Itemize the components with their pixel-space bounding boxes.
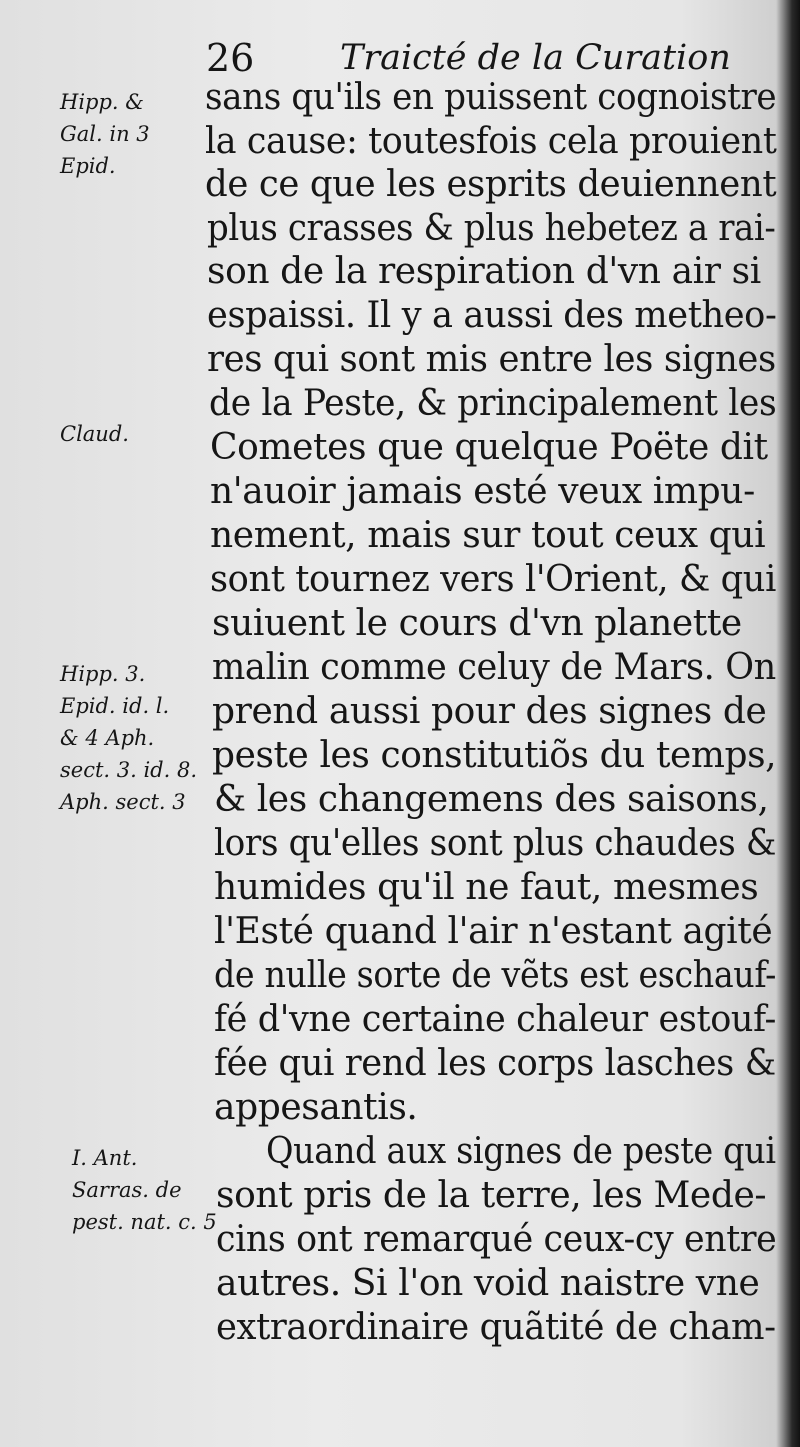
margin-note: Hipp. & Gal. in 3 Epid. — [60, 90, 150, 178]
text-line: malin comme celuy de Mars. On — [212, 647, 776, 688]
text-line: sont tournez vers l'Orient, & qui — [210, 559, 776, 600]
running-title: Traicté de la Curation — [340, 38, 731, 78]
text-line: cins ont remarqué ceux-cy entre — [216, 1219, 777, 1260]
text-line: & les changemens des saisons, — [214, 779, 769, 820]
margin-note: I. Ant. Sarras. de pest. nat. c. 5 — [72, 1146, 217, 1234]
text-line: fé d'vne certaine chaleur estouf- — [214, 999, 776, 1040]
text-line: Cometes que quelque Poëte dit — [210, 427, 768, 468]
text-line: res qui sont mis entre les signes — [207, 339, 776, 380]
text-line: suiuent le cours d'vn planette — [212, 603, 742, 644]
text-line: plus crasses & plus hebetez a rai- — [207, 208, 776, 249]
text-line: de ce que les esprits deuiennent — [205, 164, 777, 205]
text-line: prend aussi pour des signes de — [212, 691, 767, 732]
text-line: fée qui rend les corps lasches & — [214, 1043, 776, 1084]
text-line: lors qu'elles sont plus chaudes & — [214, 823, 776, 864]
margin-note: Claud. — [60, 422, 129, 446]
text-line: l'Esté quand l'air n'estant agité — [214, 911, 773, 952]
text-line: sans qu'ils en puissent cognoistre — [205, 77, 777, 118]
text-line: nement, mais sur tout ceux qui — [210, 515, 766, 556]
text-line: espaissi. Il y a aussi des metheo- — [207, 295, 777, 336]
text-line: Quand aux signes de peste qui — [266, 1131, 776, 1172]
text-line: la cause: toutesfois cela prouient — [205, 121, 777, 162]
text-line: peste les constitutiõs du temps, — [212, 735, 777, 776]
text-line: appesantis. — [214, 1087, 418, 1128]
text-line: son de la respiration d'vn air si — [207, 251, 761, 292]
page-number: 26 — [206, 36, 255, 80]
text-line: sont pris de la terre, les Mede- — [216, 1175, 767, 1216]
text-line: humides qu'il ne faut, mesmes — [214, 867, 759, 908]
margin-note: Hipp. 3. Epid. id. l. & 4 Aph. sect. 3. id. 8. Aph. sect. 3 — [60, 662, 198, 814]
text-line: autres. Si l'on void naistre vne — [216, 1263, 760, 1304]
text-line: de nulle sorte de vẽts est eschauf- — [214, 955, 776, 996]
text-line: de la Peste, & principalement les — [209, 383, 777, 424]
text-line: extraordinaire quãtité de cham- — [216, 1307, 776, 1348]
text-line: n'auoir jamais esté veux impu- — [210, 471, 755, 512]
